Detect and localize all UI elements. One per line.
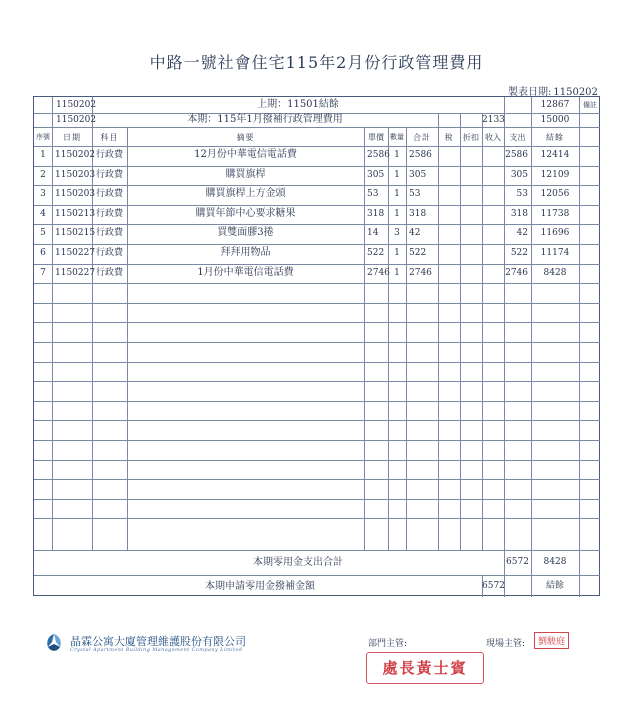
- row-date: 1150203: [55, 189, 96, 199]
- row-unit-price: 522: [367, 248, 385, 258]
- grid-line: [34, 166, 600, 167]
- row-expense: 522: [510, 248, 528, 258]
- row-total: 2586: [409, 150, 432, 160]
- header-tax: 稅: [444, 133, 454, 142]
- row-unit-price: 2746: [367, 268, 390, 278]
- row-expense: 42: [516, 228, 528, 238]
- row-summary: 1月份中華電信電話費: [197, 267, 294, 278]
- row-seq: 7: [40, 268, 46, 278]
- row-unit-price: 2586: [367, 150, 390, 160]
- site-supervisor-label: 現場主管:: [486, 639, 526, 649]
- top-row-desc: 上期：11501結餘: [257, 99, 339, 110]
- row-subject: 行政費: [95, 189, 123, 199]
- row-expense: 53: [516, 189, 528, 199]
- company-logo-icon: [44, 633, 64, 653]
- header-summary: 摘要: [236, 133, 255, 142]
- row-summary: 購買旗桿: [225, 169, 266, 180]
- row-summary: 購買年節中心要求糖果: [195, 208, 296, 219]
- header-date: 日期: [63, 133, 81, 142]
- grid-line: [482, 113, 483, 550]
- top-row-balance: 12867: [540, 100, 570, 110]
- grid-line: [34, 146, 600, 147]
- grid-line: [34, 362, 600, 363]
- row-seq: 6: [40, 248, 46, 258]
- row-summary: 拜拜用物品: [220, 247, 271, 258]
- header-seq: 序號: [36, 133, 50, 141]
- grid-line: [34, 205, 600, 206]
- header-balance: 結餘: [546, 133, 564, 142]
- grid-line: [34, 283, 600, 284]
- grid-line: [92, 97, 93, 550]
- row-balance: 8428: [543, 268, 567, 278]
- header-subject: 科目: [100, 133, 119, 142]
- grid-line: [34, 575, 600, 576]
- row-unit-price: 14: [367, 228, 379, 238]
- grid-line: [34, 127, 600, 128]
- row-qty: 1: [394, 189, 400, 199]
- grid-line: [34, 420, 600, 421]
- row-subject: 行政費: [95, 228, 123, 238]
- made-date-value: 1150202: [553, 87, 598, 98]
- header-discount: 折扣: [463, 133, 479, 142]
- row-seq: 3: [40, 189, 46, 199]
- row-subject: 行政費: [95, 209, 123, 219]
- grid-line: [406, 127, 407, 550]
- grid-line: [579, 97, 580, 597]
- row-subject: 行政費: [95, 170, 123, 180]
- row-balance: 11696: [540, 228, 570, 238]
- summary-balance: 8428: [543, 557, 567, 567]
- grid-line: [34, 440, 600, 441]
- row-summary: 購買旗桿上方金頭: [205, 188, 286, 199]
- grid-line: [34, 264, 600, 265]
- row-total: 53: [409, 189, 421, 199]
- top-row-income: 2133: [482, 115, 505, 125]
- row-unit-price: 318: [367, 209, 385, 219]
- company-name-en: Crystal Apartment Building Management Company Limited: [70, 647, 243, 653]
- row-date: 1150213: [55, 209, 96, 219]
- row-expense: 2586: [505, 150, 528, 160]
- top-row-balance: 15000: [540, 115, 570, 125]
- row-balance: 12414: [540, 150, 570, 160]
- grid-line: [34, 518, 600, 519]
- row-subject: 行政費: [95, 268, 123, 278]
- row-subject: 行政費: [95, 150, 123, 160]
- row-unit-price: 53: [367, 189, 379, 199]
- row-date: 1150227: [55, 248, 96, 258]
- row-seq: 5: [40, 228, 46, 238]
- summary-reimburse-label: 本期申請零用金撥補金額: [205, 581, 315, 592]
- row-qty: 3: [394, 228, 400, 238]
- row-total: 42: [409, 228, 421, 238]
- grid-line: [34, 342, 600, 343]
- row-total: 2746: [409, 268, 432, 278]
- grid-line: [460, 113, 461, 550]
- summary-expense-total: 6572: [506, 557, 529, 567]
- row-qty: 1: [394, 150, 400, 160]
- row-balance: 12056: [540, 189, 570, 199]
- site-supervisor-stamp: 劉駿庭: [534, 632, 569, 649]
- row-seq: 1: [40, 150, 46, 160]
- row-qty: 1: [394, 170, 400, 180]
- row-date: 1150203: [55, 170, 96, 180]
- header-qty: 數量: [390, 133, 404, 141]
- header-income: 收入: [485, 133, 501, 142]
- row-seq: 4: [40, 209, 46, 219]
- row-date: 1150215: [55, 228, 96, 238]
- header-unit-price: 單價: [368, 133, 384, 142]
- row-qty: 1: [394, 248, 400, 258]
- row-total: 305: [409, 170, 427, 180]
- grid-line: [34, 381, 600, 382]
- grid-line: [34, 401, 600, 402]
- grid-line: [34, 499, 600, 500]
- row-expense: 318: [510, 209, 528, 219]
- summary-expense-label: 本期零用金支出合計: [253, 557, 343, 568]
- grid-line: [34, 224, 600, 225]
- row-expense: 305: [510, 170, 528, 180]
- grid-line: [52, 97, 53, 550]
- row-qty: 1: [394, 268, 400, 278]
- row-unit-price: 305: [367, 170, 385, 180]
- grid-line: [34, 185, 600, 186]
- summary-balance-label: 結餘: [545, 581, 564, 591]
- grid-line: [34, 244, 600, 245]
- row-qty: 1: [394, 209, 400, 219]
- row-balance: 12109: [540, 170, 570, 180]
- row-summary: 買雙面膠3捲: [217, 227, 274, 238]
- company-name: 晶霖公寓大廈管理維護股份有限公司: [70, 635, 246, 648]
- grid-line: [504, 97, 505, 575]
- row-balance: 11738: [540, 209, 570, 219]
- row-total: 318: [409, 209, 427, 219]
- grid-line: [34, 303, 600, 304]
- expense-table: [33, 96, 600, 596]
- header-total: 合計: [413, 133, 431, 142]
- top-row-desc: 本期：115年1月撥補行政管理費用: [187, 114, 343, 125]
- director-signature-stamp: 處長黃士賓: [366, 652, 484, 684]
- grid-line: [34, 322, 600, 323]
- row-seq: 2: [40, 170, 46, 180]
- top-row-date: 1150202: [56, 100, 97, 110]
- grid-line: [34, 479, 600, 480]
- made-date-label: 製表日期:: [508, 87, 552, 98]
- row-expense: 2746: [505, 268, 528, 278]
- grid-line: [34, 550, 600, 551]
- row-subject: 行政費: [95, 248, 123, 258]
- grid-line: [34, 460, 600, 461]
- summary-reimburse-amount: 6572: [482, 581, 505, 591]
- row-date: 1150202: [55, 150, 96, 160]
- row-balance: 11174: [540, 248, 570, 258]
- row-summary: 12月份中華電信電話費: [194, 149, 297, 160]
- grid-line: [364, 127, 365, 550]
- dept-supervisor-label: 部門主管:: [368, 639, 408, 649]
- row-total: 522: [409, 248, 427, 258]
- row-date: 1150227: [55, 268, 96, 278]
- remarks-header: 備註: [583, 101, 597, 109]
- page-title: 中路一號社會住宅115年2月份行政管理費用: [149, 53, 484, 72]
- top-row-date: 1150202: [56, 115, 97, 125]
- header-expense: 支出: [509, 133, 526, 142]
